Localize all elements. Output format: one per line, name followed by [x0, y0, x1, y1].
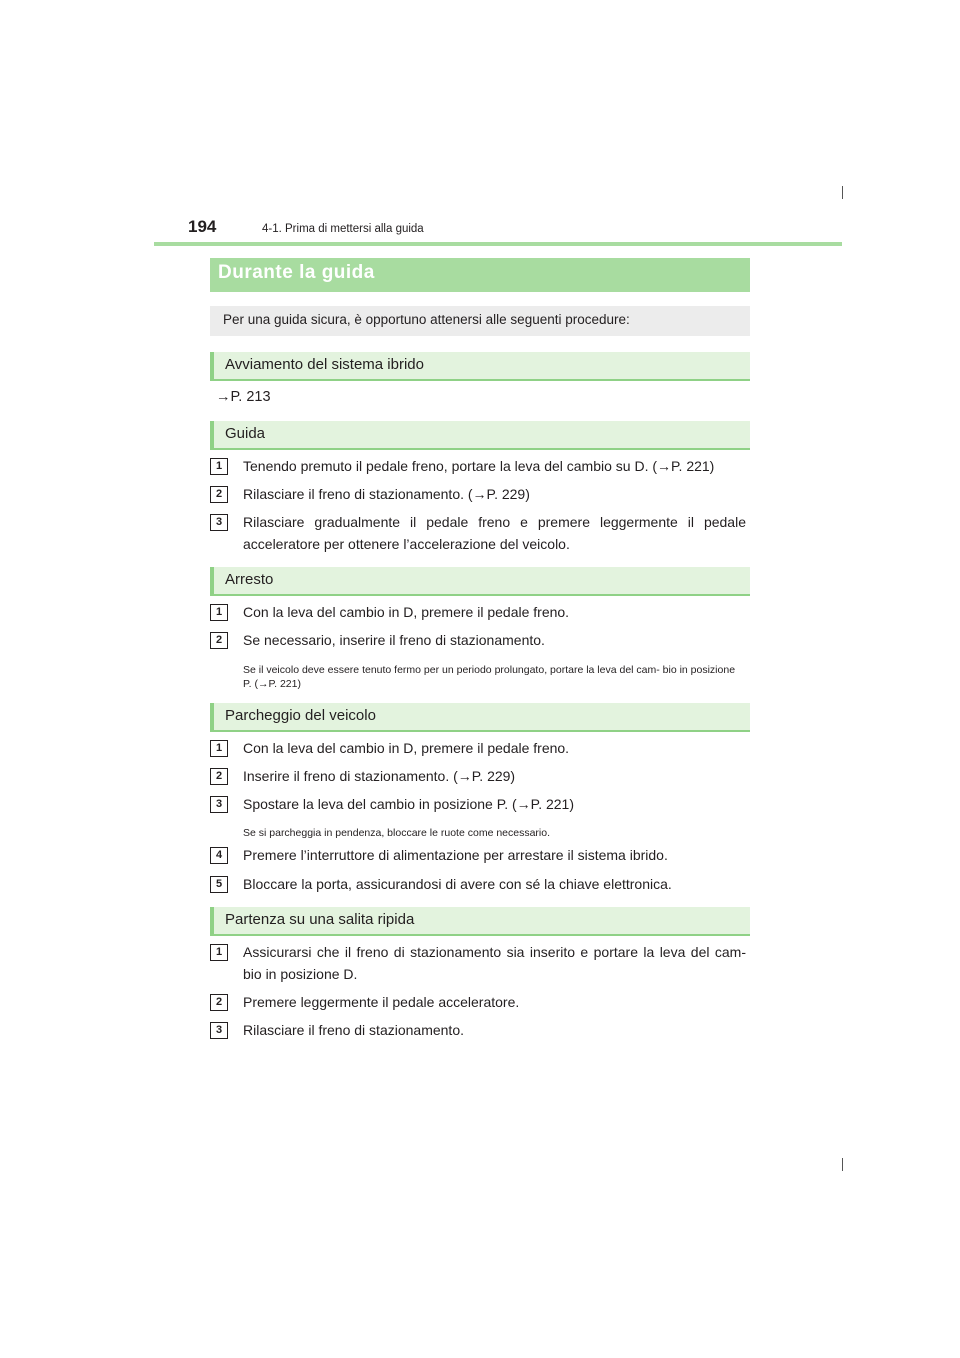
step-text: Bloccare la porta, assicurandosi di avere con sé la chiave elettronica.: [243, 876, 672, 892]
step-number: 1: [210, 740, 228, 757]
heading-parcheggio: Parcheggio del veicolo: [210, 703, 750, 732]
step-text: Premere l’interruttore di alimentazione per arrestare il sistema ibrido.: [243, 847, 668, 863]
crop-mark: [842, 1158, 843, 1171]
heading-salita: Partenza su una salita ripida: [210, 907, 750, 936]
note-text: Se si parcheggia in pendenza, bloccare le ruote come necessario.: [243, 827, 551, 839]
step-number: 4: [210, 847, 228, 864]
heading-arresto: Arresto: [210, 567, 750, 596]
crop-mark: [842, 186, 843, 199]
step-text: Con la leva del cambio in D, premere il pedale freno.: [243, 604, 570, 620]
step-text: Premere leggermente il pedale acceleratore.: [243, 994, 520, 1010]
step-number: 1: [210, 458, 228, 475]
step-number: 3: [210, 514, 228, 531]
step-number: 2: [210, 994, 228, 1011]
header-rule: [154, 242, 842, 246]
step-text: Rilasciare il freno di stazionamento.: [243, 1022, 464, 1038]
section-title: Durante la guida: [210, 258, 750, 292]
note-text: Se il veicolo deve essere tenuto fermo per un periodo prolungato, portare la leva del cam- bio in posizione P. (→P. 221): [243, 664, 736, 690]
step-number: 2: [210, 486, 228, 503]
heading-guida: Guida: [210, 421, 750, 450]
step-text: Inserire il freno di stazionamento. (→P. 229): [243, 768, 516, 784]
page-reference: →P. 213: [216, 389, 271, 405]
step-text: Se necessario, inserire il freno di stazionamento.: [243, 632, 545, 648]
step-number: 3: [210, 796, 228, 813]
step-text: Assicurarsi che il freno di stazionamento sia inserito e portare la leva del cam- bio in posizione D.: [243, 944, 746, 982]
step-number: 2: [210, 632, 228, 649]
step-text: Spostare la leva del cambio in posizione P. (→P. 221): [243, 796, 575, 812]
step-number: 3: [210, 1022, 228, 1039]
step-number: 1: [210, 604, 228, 621]
step-text: Rilasciare gradualmente il pedale freno e premere leggermente il pedale acceleratore per ottenere l’accelerazione del veicolo.: [243, 514, 746, 552]
step-number: 1: [210, 944, 228, 961]
chapter-title: 4-1. Prima di mettersi alla guida: [262, 223, 424, 235]
step-number: 2: [210, 768, 228, 785]
step-text: Con la leva del cambio in D, premere il pedale freno.: [243, 740, 570, 756]
step-number: 5: [210, 876, 228, 893]
page-number: 194: [188, 217, 217, 236]
step-text: Tenendo premuto il pedale freno, portare la leva del cambio su D. (→P. 221): [243, 458, 715, 474]
step-text: Rilasciare il freno di stazionamento. (→P. 229): [243, 486, 530, 502]
intro-box: Per una guida sicura, è opportuno attenersi alle seguenti procedure:: [210, 306, 750, 336]
heading-avviamento: Avviamento del sistema ibrido: [210, 352, 750, 381]
